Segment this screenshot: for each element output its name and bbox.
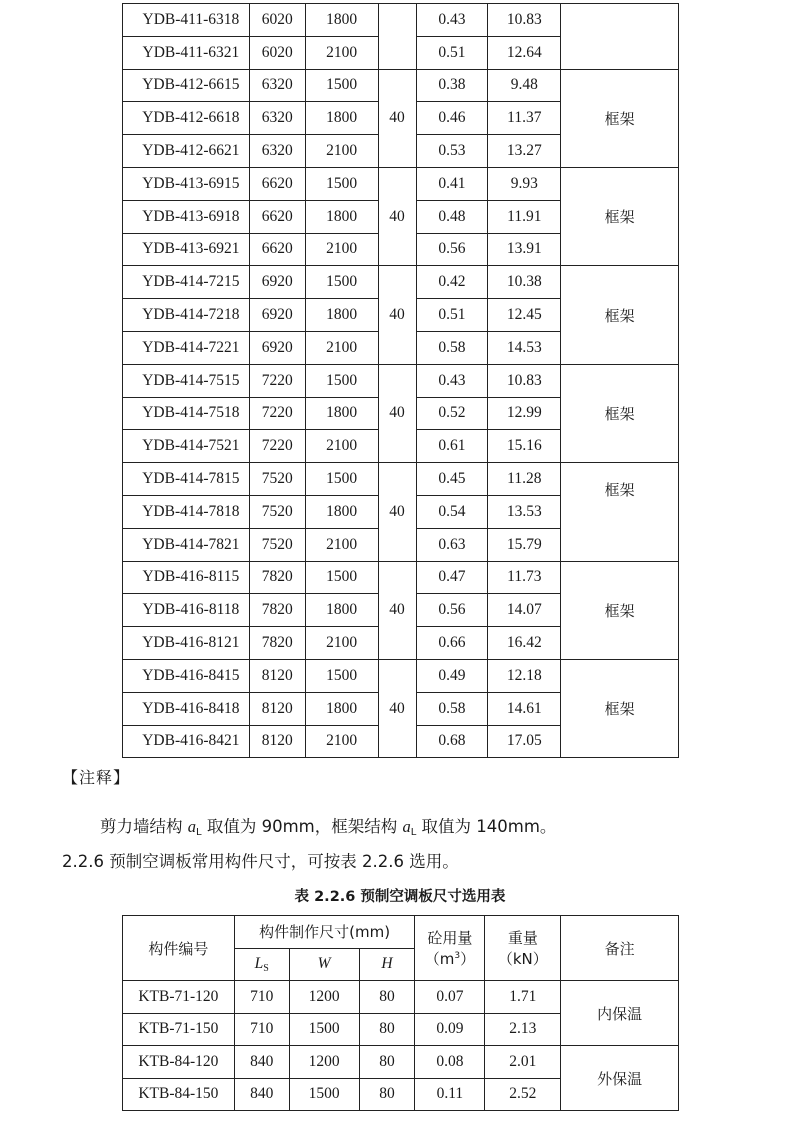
cell-length: 7220: [249, 397, 305, 430]
table-row: [123, 4, 679, 37]
cell-width: 1500: [305, 364, 378, 397]
cell-note: 框架: [561, 659, 679, 757]
cell-length: 7520: [249, 463, 305, 496]
cell-code: YDB-413-6915: [123, 167, 250, 200]
cell-weight: 14.61: [488, 692, 561, 725]
cell-length: 6320: [249, 102, 305, 135]
cell-note: 框架: [561, 69, 679, 167]
cell-length: 6320: [249, 69, 305, 102]
cell-code: YDB-411-6318: [123, 4, 250, 37]
cell-weight: 10.38: [488, 266, 561, 299]
cell-ls: 840: [234, 1078, 289, 1111]
table-row: [123, 1046, 679, 1079]
cell-code: YDB-414-7521: [123, 430, 250, 463]
header-w: W: [289, 948, 359, 981]
cell-length: 7520: [249, 528, 305, 561]
cell-code: YDB-414-7515: [123, 364, 250, 397]
cell-code: KTB-71-150: [123, 1013, 235, 1046]
cell-concrete: 0.08: [415, 1046, 485, 1079]
table-row: [123, 981, 679, 1014]
cell-concrete: 0.09: [415, 1013, 485, 1046]
cell-length: 6620: [249, 233, 305, 266]
cell-h: 80: [359, 1078, 415, 1111]
cell-width: 1500: [305, 561, 378, 594]
cell-length: 6920: [249, 266, 305, 299]
cell-code: YDB-412-6615: [123, 69, 250, 102]
cell-note: 框架: [561, 167, 679, 265]
cell-weight: 12.45: [488, 299, 561, 332]
cell-concrete: 0.45: [416, 463, 488, 496]
cell-ls: 710: [234, 1013, 289, 1046]
header-h: H: [359, 948, 415, 981]
cell-weight: 16.42: [488, 627, 561, 660]
cell-width: 2100: [305, 725, 378, 758]
table-row: [123, 69, 679, 102]
cell-thickness: 40: [378, 69, 416, 167]
cell-length: 8120: [249, 725, 305, 758]
cell-length: 6620: [249, 200, 305, 233]
table-row: [123, 463, 679, 496]
table-row: [123, 364, 679, 397]
cell-thickness: 40: [378, 266, 416, 364]
cell-code: YDB-413-6921: [123, 233, 250, 266]
cell-weight: 12.64: [488, 36, 561, 69]
cell-weight: 17.05: [488, 725, 561, 758]
cell-weight: 9.48: [488, 69, 561, 102]
cell-concrete: 0.63: [416, 528, 488, 561]
cell-thickness: 40: [378, 463, 416, 561]
cell-weight: 15.16: [488, 430, 561, 463]
cell-concrete: 0.58: [416, 692, 488, 725]
cell-code: KTB-84-120: [123, 1046, 235, 1079]
cell-length: 6620: [249, 167, 305, 200]
cell-h: 80: [359, 981, 415, 1014]
cell-weight: 13.53: [488, 495, 561, 528]
table-row: [123, 167, 679, 200]
aircon-panel-table: [122, 915, 679, 1111]
cell-width: 1500: [305, 659, 378, 692]
cell-thickness: 40: [378, 659, 416, 757]
cell-concrete: 0.68: [416, 725, 488, 758]
cell-concrete: 0.58: [416, 331, 488, 364]
cell-weight: 15.79: [488, 528, 561, 561]
cell-width: 1800: [305, 692, 378, 725]
cell-width: 1500: [305, 167, 378, 200]
cell-concrete: 0.53: [416, 135, 488, 168]
cell-length: 7820: [249, 594, 305, 627]
cell-code: YDB-414-7221: [123, 331, 250, 364]
cell-weight: 2.01: [485, 1046, 561, 1079]
cell-weight: 13.91: [488, 233, 561, 266]
cell-weight: 11.37: [488, 102, 561, 135]
cell-concrete: 0.56: [416, 233, 488, 266]
cell-code: YDB-412-6618: [123, 102, 250, 135]
cell-concrete: 0.56: [416, 594, 488, 627]
cell-length: 7820: [249, 627, 305, 660]
cell-w: 1500: [289, 1013, 359, 1046]
cell-concrete: 0.11: [415, 1078, 485, 1111]
cell-code: YDB-414-7815: [123, 463, 250, 496]
cell-concrete: 0.07: [415, 981, 485, 1014]
cell-thickness: 40: [378, 364, 416, 462]
cell-length: 8120: [249, 692, 305, 725]
header-concrete: 砼用量 $(m^3)$: [415, 916, 485, 981]
cell-ls: 710: [234, 981, 289, 1014]
cell-length: 8120: [249, 659, 305, 692]
cell-code: YDB-416-8118: [123, 594, 250, 627]
cell-weight: 2.52: [485, 1078, 561, 1111]
cell-code: YDB-416-8121: [123, 627, 250, 660]
cell-code: YDB-414-7218: [123, 299, 250, 332]
cell-concrete: 0.46: [416, 102, 488, 135]
cell-width: 2100: [305, 627, 378, 660]
cell-length: 7220: [249, 430, 305, 463]
cell-width: 1800: [305, 594, 378, 627]
cell-concrete: 0.51: [416, 299, 488, 332]
cell-thickness: 40: [378, 561, 416, 659]
cell-weight: 14.53: [488, 331, 561, 364]
note-heading: 【注释】: [62, 768, 131, 787]
cell-concrete: 0.43: [416, 364, 488, 397]
cell-note: 框架: [561, 266, 679, 364]
cell-h: 80: [359, 1046, 415, 1079]
cell-length: 6920: [249, 299, 305, 332]
cell-length: 7820: [249, 561, 305, 594]
table-row: [123, 659, 679, 692]
cell-note: 框架: [561, 463, 679, 561]
cell-weight: 10.83: [488, 4, 561, 37]
cell-concrete: 0.52: [416, 397, 488, 430]
cell-w: 1200: [289, 981, 359, 1014]
cell-weight: 13.27: [488, 135, 561, 168]
cell-code: YDB-414-7215: [123, 266, 250, 299]
cell-code: YDB-416-8415: [123, 659, 250, 692]
cell-width: 1800: [305, 4, 378, 37]
cell-width: 2100: [305, 331, 378, 364]
cell-code: YDB-411-6321: [123, 36, 250, 69]
cell-concrete: 0.38: [416, 69, 488, 102]
cell-note: 内保温: [561, 981, 679, 1046]
cell-concrete: 0.47: [416, 561, 488, 594]
cell-w: 1500: [289, 1078, 359, 1111]
cell-weight: 10.83: [488, 364, 561, 397]
table-row: [123, 266, 679, 299]
cell-code: YDB-414-7518: [123, 397, 250, 430]
cell-note: 框架: [561, 561, 679, 659]
table-row: [123, 561, 679, 594]
cell-code: YDB-413-6918: [123, 200, 250, 233]
cell-weight: 11.73: [488, 561, 561, 594]
cell-code: YDB-416-8418: [123, 692, 250, 725]
cell-width: 2100: [305, 430, 378, 463]
cell-width: 2100: [305, 528, 378, 561]
cell-length: 6920: [249, 331, 305, 364]
cell-width: 1800: [305, 299, 378, 332]
cell-code: YDB-414-7821: [123, 528, 250, 561]
cell-code: YDB-414-7818: [123, 495, 250, 528]
cell-width: 1500: [305, 266, 378, 299]
cell-code: YDB-416-8115: [123, 561, 250, 594]
cell-concrete: 0.42: [416, 266, 488, 299]
cell-weight: 12.18: [488, 659, 561, 692]
cell-length: 7220: [249, 364, 305, 397]
cell-code: KTB-71-120: [123, 981, 235, 1014]
cell-weight: 1.71: [485, 981, 561, 1014]
cell-h: 80: [359, 1013, 415, 1046]
cell-weight: 9.93: [488, 167, 561, 200]
cell-width: 1800: [305, 102, 378, 135]
cell-code: YDB-412-6621: [123, 135, 250, 168]
cell-length: 6020: [249, 36, 305, 69]
cell-weight: 12.99: [488, 397, 561, 430]
cell-width: 1800: [305, 200, 378, 233]
cell-code: KTB-84-150: [123, 1078, 235, 1111]
header-code: 构件编号: [123, 916, 235, 981]
header-weight: 重量 （kN）: [485, 916, 561, 981]
table-caption: 表 2.2.6 预制空调板尺寸选用表: [294, 889, 506, 905]
cell-concrete: 0.41: [416, 167, 488, 200]
cell-width: 2100: [305, 233, 378, 266]
cell-width: 2100: [305, 36, 378, 69]
cell-note: [561, 4, 679, 70]
cell-length: 7520: [249, 495, 305, 528]
header-dims: 构件制作尺寸(mm): [234, 916, 415, 949]
cell-length: 6020: [249, 4, 305, 37]
section-text: 2.2.6 预制空调板常用构件尺寸，可按表 2.2.6 选用。: [62, 852, 459, 871]
cell-concrete: 0.43: [416, 4, 488, 37]
cell-concrete: 0.48: [416, 200, 488, 233]
cell-width: 1500: [305, 463, 378, 496]
cell-width: 1800: [305, 397, 378, 430]
header-ls: $L_S$: [234, 948, 289, 981]
cell-concrete: 0.54: [416, 495, 488, 528]
cell-width: 2100: [305, 135, 378, 168]
cell-thickness: 40: [378, 167, 416, 265]
cell-weight: 2.13: [485, 1013, 561, 1046]
cell-concrete: 0.66: [416, 627, 488, 660]
cell-weight: 11.91: [488, 200, 561, 233]
cell-width: 1800: [305, 495, 378, 528]
cell-width: 1500: [305, 69, 378, 102]
cell-code: YDB-416-8421: [123, 725, 250, 758]
header-note: 备注: [561, 916, 679, 981]
cell-concrete: 0.49: [416, 659, 488, 692]
cell-note: 外保温: [561, 1046, 679, 1111]
cell-ls: 840: [234, 1046, 289, 1079]
cell-weight: 14.07: [488, 594, 561, 627]
note-text: 剪力墙结构 $a_L$ 取值为 90mm，框架结构 $a_L$ 取值为 140mm。: [100, 817, 557, 838]
cell-thickness: [378, 4, 416, 70]
component-table-ydb: [122, 3, 679, 758]
cell-note: 框架: [561, 364, 679, 462]
cell-w: 1200: [289, 1046, 359, 1079]
cell-weight: 11.28: [488, 463, 561, 496]
cell-concrete: 0.61: [416, 430, 488, 463]
cell-length: 6320: [249, 135, 305, 168]
cell-concrete: 0.51: [416, 36, 488, 69]
